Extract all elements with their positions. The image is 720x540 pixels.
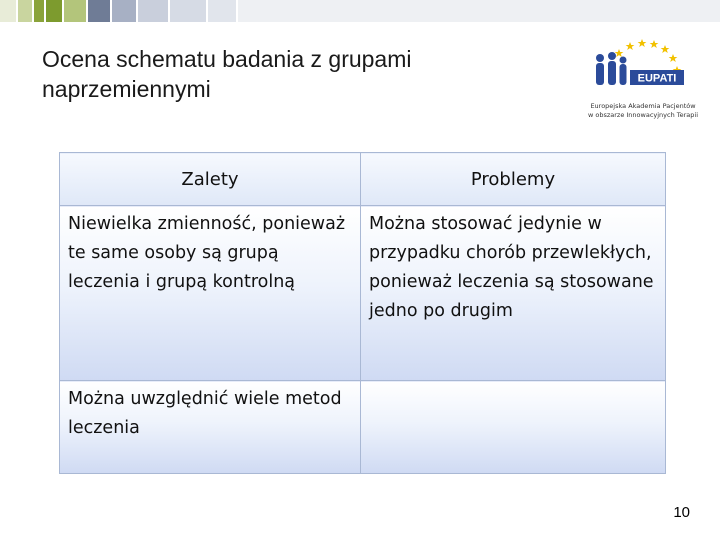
logo-caption xyxy=(568,102,718,120)
strip-square xyxy=(88,0,110,22)
eupati-logo xyxy=(568,36,718,122)
strip-square xyxy=(46,0,62,22)
table-header-row xyxy=(60,153,666,206)
table-cell: Można uwzględnić wiele metod leczenia xyxy=(60,381,361,474)
logo-caption-line2: w obszarze Innowacyjnych Terapii xyxy=(587,111,699,119)
table-cell-empty xyxy=(361,381,666,474)
top-decorative-strip xyxy=(0,0,720,22)
eupati-logo-text: EUPATI xyxy=(637,72,677,85)
table-row xyxy=(60,206,666,381)
header-advantages: Zalety xyxy=(60,153,361,206)
strip-square xyxy=(34,0,44,22)
strip-square xyxy=(112,0,136,22)
strip-square xyxy=(138,0,168,22)
comparison-table xyxy=(59,152,666,474)
table-cell: Można stosować jedynie w przypadku chorób przewlekłych, ponieważ leczenia są stosowane jedno po drugim xyxy=(361,206,666,381)
strip-square xyxy=(0,0,16,22)
strip-square xyxy=(64,0,86,22)
header-problems: Problemy xyxy=(361,153,666,206)
table-row xyxy=(60,381,666,474)
page-number: 10 xyxy=(673,504,690,521)
strip-square xyxy=(238,0,720,22)
strip-square xyxy=(208,0,236,22)
eupati-logo-icon xyxy=(586,36,690,100)
slide-title: Ocena schematu badania z grupami naprzemiennymi xyxy=(42,46,412,102)
table-cell: Niewielka zmienność, ponieważ te same osoby są grupą leczenia i grupą kontrolną xyxy=(60,206,361,381)
logo-caption-line1: Europejska Akademia Pacjentów xyxy=(590,102,696,110)
strip-square xyxy=(18,0,32,22)
strip-square xyxy=(170,0,206,22)
